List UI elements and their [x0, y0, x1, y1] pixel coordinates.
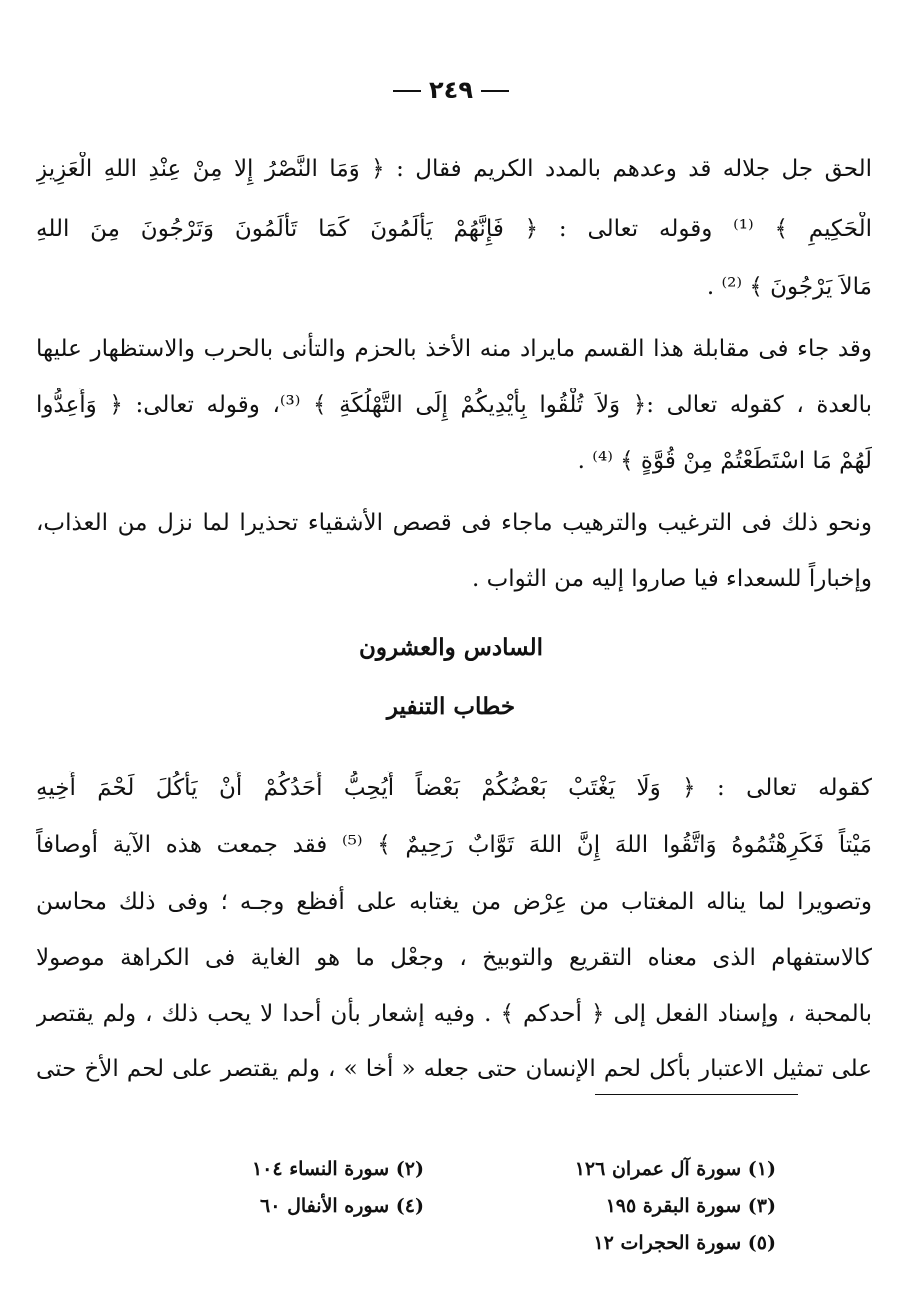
paragraph-4-line: على تمثيل الاعتبار بأكل لحم الإنسان حتى جعله « أخا » ، ولم يقتصر على لحم الأخ حتى	[36, 1056, 872, 1082]
paragraph-4-line: كقوله تعالى : ﴿ وَلَا يَغْتَبْ بَعْضُكُمْ بَعْضاً أَيُحِبُّ أَحَدُكُمْ أَنْ يَأْكُلَ لَحْمَ أَخِيهِ	[36, 775, 872, 801]
footnote-separator	[595, 1094, 798, 1095]
paragraph-4-line: وتصويرا لما يناله المغتاب من عِرْض من يغتابه على أفظع وجـه ؛ وفى ذلك محاسن	[36, 889, 872, 915]
paragraph-2-line: وقد جاء فى مقابلة هذا القسم مايراد منه الأخذ بالحزم والتأنى بالحرب والاستظهار عليها	[36, 336, 872, 362]
footnote-3: (٣) سورة البقرة ١٩٥	[605, 1195, 776, 1217]
page-number	[0, 76, 902, 104]
section-subheading: خطاب التنفير	[386, 693, 516, 720]
footnote-5: (٥) سورة الحجرات ١٢	[593, 1232, 776, 1254]
paragraph-2-line: لَهُمْ مَا اسْتَطَعْتُمْ مِنْ قُوَّةٍ ﴾ ⁽⁴⁾ .	[577, 448, 872, 474]
paragraph-1-line: الْحَكِيمِ ﴾ ⁽¹⁾ وقوله تعالى : ﴿ فَإِنَّهُمْ يَأْلَمُونَ كَمَا تَأْلَمُونَ وَتَرْجُونَ مِنَ اللهِ	[36, 216, 872, 242]
paragraph-3-line: ونحو ذلك فى الترغيب والترهيب ماجاء فى قصص الأشقياء تحذيرا لما نزل من العذاب،	[36, 510, 872, 536]
dash-left	[393, 90, 421, 92]
paragraph-4-line: بالمحبة ، وإسناد الفعل إلى ﴿ أحدكم ﴾ . وفيه إشعار بأن أحدا لا يحب ذلك ، ولم يقتصر	[36, 1001, 872, 1027]
dash-right	[481, 90, 509, 92]
paragraph-3-line: وإخباراً للسعداء فيا صاروا إليه من الثواب .	[471, 566, 872, 592]
paragraph-1-line: مَالاَ يَرْجُونَ ﴾ ⁽²⁾ .	[706, 274, 872, 300]
page-number-text: ٢٤٩	[429, 76, 473, 104]
paragraph-1-line: الحق جل جلاله قد وعدهم بالمدد الكريم فقال : ﴿ وَمَا النَّصْرُ إِلا مِنْ عِنْدِ اللهِ الْعَزِيزِ	[36, 156, 872, 182]
paragraph-4-line: كالاستفهام الذى معناه التقريع والتوبيخ ، وجعْل ما هو الغاية فى الكراهة موصولا	[36, 945, 872, 971]
footnote-1: (١) سورة آل عمران ١٢٦	[574, 1158, 776, 1180]
paragraph-4-line: مَيْتاً فَكَرِهْتُمُوهُ وَاتَّقُوا اللهَ إِنَّ اللهَ تَوَّابٌ رَحِيمٌ ﴾ ⁽⁵⁾ فقد جمعت هذه الآية أوصافاً	[36, 832, 872, 858]
paragraph-2-line: بالعدة ، كقوله تعالى :﴿ وَلاَ تُلْقُوا بِأَيْدِيكُمْ إِلَى التَّهْلُكَةِ ﴾ ⁽³⁾، وقوله تعالى: ﴿ وَأَعِدُّوا	[36, 392, 872, 418]
footnote-4: (٤) سوره الأنفال ٦٠	[260, 1195, 424, 1217]
footnote-2: (٢) سورة النساء ١٠٤	[251, 1158, 424, 1180]
section-heading: السادس والعشرون	[358, 634, 544, 661]
